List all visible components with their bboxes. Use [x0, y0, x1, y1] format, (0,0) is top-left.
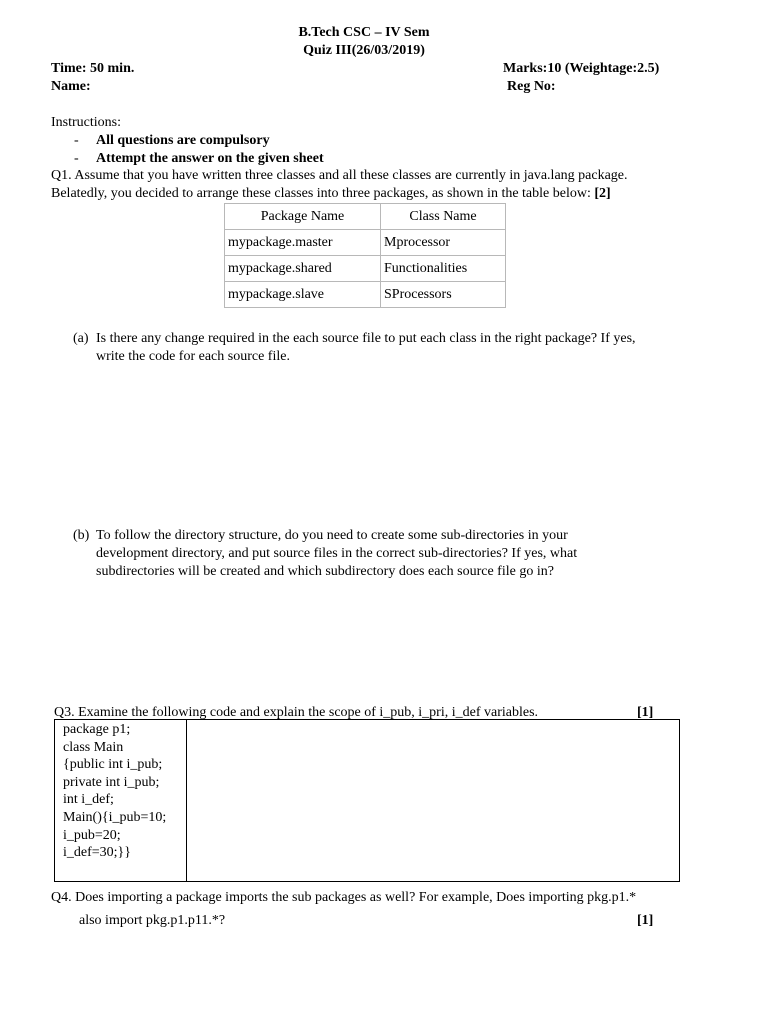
part-a-line1: Is there any change required in the each source file to put each class in the right package? If yes, — [96, 331, 636, 346]
q4-marks: [1] — [637, 913, 654, 928]
part-a-label: (a) — [73, 331, 89, 346]
table-cell: SProcessors — [381, 282, 506, 308]
part-a-line2: write the code for each source file. — [96, 349, 290, 364]
reg-no-label: Reg No: — [507, 79, 556, 94]
time-label: Time: 50 min. — [51, 61, 135, 76]
table-cell: mypackage.slave — [225, 282, 381, 308]
table-row — [225, 282, 506, 308]
q1-line2-text: Belatedly, you decided to arrange these classes into three packages, as shown in the table below: — [51, 186, 595, 201]
quiz-title: Quiz III(26/03/2019) — [303, 43, 425, 58]
part-b-line1: To follow the directory structure, do you need to create some sub-directories in your — [96, 528, 568, 543]
q3-marks: [1] — [637, 705, 654, 720]
q4-line1: Q4. Does importing a package imports the sub packages as well? For example, Does importing pkg.p1.* — [51, 890, 637, 905]
code-line: private int i_pub; — [63, 774, 160, 790]
q3-text: Q3. Examine the following code and explain the scope of i_pub, i_pri, i_def variables. — [54, 705, 539, 720]
code-line: int i_def; — [63, 792, 114, 808]
course-title: B.Tech CSC – IV Sem — [298, 25, 430, 40]
name-label: Name: — [51, 79, 91, 94]
package-table — [224, 203, 506, 308]
table-row — [225, 230, 506, 256]
q1-marks: [2] — [594, 186, 611, 201]
marks-label: Marks:10 (Weightage:2.5) — [503, 61, 660, 76]
table-cell: mypackage.master — [225, 230, 381, 256]
code-block — [63, 721, 166, 862]
code-line: {public int i_pub; — [63, 757, 163, 773]
instruction-dash: - — [74, 151, 79, 166]
table-cell: mypackage.shared — [225, 256, 381, 282]
code-line: i_pub=20; — [63, 827, 121, 843]
code-line: i_def=30;}} — [63, 845, 131, 861]
table-row — [225, 256, 506, 282]
table-cell: Mprocessor — [381, 230, 506, 256]
table-header-cell: Package Name — [225, 204, 381, 230]
instructions-title: Instructions: — [51, 115, 121, 130]
instruction-item: All questions are compulsory — [96, 133, 270, 148]
table-header-cell: Class Name — [381, 204, 506, 230]
instruction-dash: - — [74, 133, 79, 148]
q1-line1: Q1. Assume that you have written three classes and all these classes are currently in java.lang package. — [51, 168, 628, 183]
instruction-item: Attempt the answer on the given sheet — [96, 151, 324, 166]
q1-line2 — [51, 185, 611, 203]
code-line: package p1; — [63, 722, 131, 737]
part-b-line3: subdirectories will be created and which subdirectory does each source file go in? — [96, 564, 554, 579]
code-line: class Main — [63, 739, 124, 755]
part-b-label: (b) — [73, 528, 90, 543]
table-header-row — [225, 204, 506, 230]
code-box-divider — [186, 720, 187, 881]
code-line: Main(){i_pub=10; — [63, 809, 167, 825]
code-box — [54, 719, 680, 882]
table-cell: Functionalities — [381, 256, 506, 282]
part-b-line2: development directory, and put source files in the correct sub-directories? If yes, what — [96, 546, 578, 561]
q4-line2: also import pkg.p1.p11.*? — [79, 913, 226, 928]
